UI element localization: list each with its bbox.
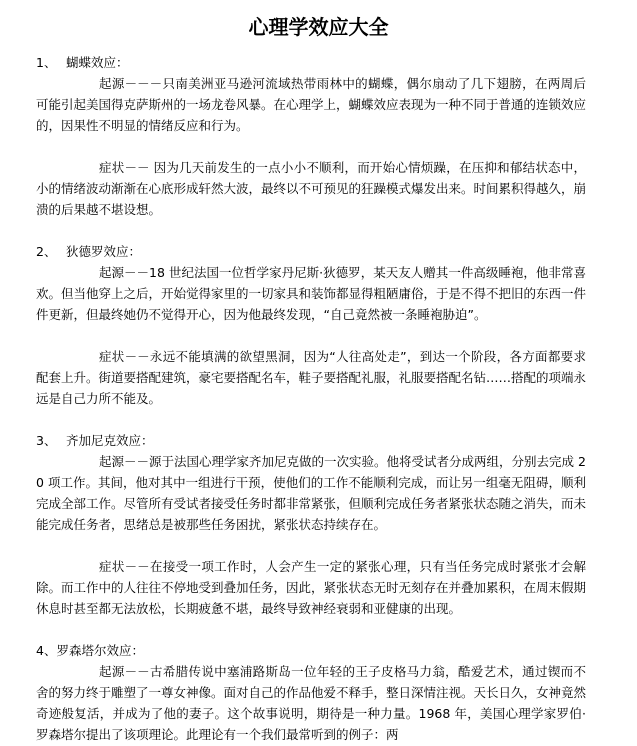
paragraph-gap — [36, 136, 586, 157]
paragraph-gap — [36, 220, 586, 241]
section-heading — [36, 430, 586, 451]
section-title: 齐加尼克效应： — [66, 433, 154, 448]
section-number: 1、 — [36, 55, 57, 70]
origin-paragraph: 起源－－源于法国心理学家齐加尼克做的一次实验。他将受试者分成两组，分别去完成 20 项工作。其间，他对其中一组进行干预，使他们的工作不能顺利完成，而让另一组毫无阻碍，顺利完成全部工作。尽管所有受试者接受任务时都非常紧张，但顺利完成任务者紧张状态随之消失，而未能完成任务者，思绪总是被那些任务困扰，紧张状态持续存在。 — [36, 454, 587, 532]
paragraph-gap — [36, 325, 586, 346]
section-rosenthal-effect — [36, 640, 586, 745]
section-heading — [36, 52, 586, 73]
section-title: 罗森塔尔效应： — [56, 643, 144, 658]
section-heading — [36, 241, 586, 262]
section-zeigarnik-effect — [36, 430, 586, 640]
document-title: 心理学效应大全 — [248, 15, 389, 39]
paragraph-gap — [36, 535, 586, 556]
origin-paragraph: 起源－－古希腊传说中塞浦路斯岛一位年轻的王子皮格马力翁，酷爱艺术，通过锲而不舍的努力终于雕塑了一尊女神像。面对自己的作品他爱不释手，整日深情注视。天长日久，女神竟然奇迹般复活，并成为了他的妻子。这个故事说明，期待是一种力量。1968 年，美国心理学家罗伯·罗森塔尔提出了该项理论。此理论有一个我们最常听到的例子：两 — [36, 664, 587, 742]
section-title: 狄德罗效应： — [66, 244, 142, 259]
paragraph-gap — [36, 619, 586, 640]
section-butterfly-effect — [36, 52, 586, 241]
symptom-paragraph: 症状－－永远不能填满的欲望黑洞，因为“人往高处走”，到达一个阶段，各方面都要求配套上升。街道要搭配建筑，豪宅要搭配名车，鞋子要搭配礼服，礼服要搭配名钻……搭配的项端永远是自己力所不能及。 — [36, 349, 587, 406]
section-title: 蝴蝶效应： — [66, 55, 129, 70]
section-diderot-effect — [36, 241, 586, 430]
section-number: 4、 — [36, 643, 57, 658]
origin-paragraph: 起源－－－只南美洲亚马逊河流域热带雨林中的蝴蝶，偶尔扇动了几下翅膀，在两周后可能引起美国得克萨斯州的一场龙卷风暴。在心理学上，蝴蝶效应表现为一种不同于普通的连锁效应的，因果性不明显的情绪反应和行为。 — [36, 76, 587, 133]
symptom-paragraph: 症状－－ 因为几天前发生的一点小小不顺利，而开始心情烦躁，在压抑和郁结状态中，小的情绪波动渐渐在心底形成轩然大波，最终以不可预见的狂躁模式爆发出来。时间累积得越久，崩溃的后果越不堪设想。 — [36, 160, 587, 217]
paragraph-gap — [36, 409, 586, 430]
section-number: 3、 — [36, 433, 57, 448]
section-heading — [36, 640, 586, 661]
document-body — [36, 52, 586, 745]
symptom-paragraph: 症状－－在接受一项工作时，人会产生一定的紧张心理，只有当任务完成时紧张才会解除。而工作中的人往往不停地受到叠加任务，因此，紧张状态无时无刻存在并叠加累积，在周末假期休息时甚至都无法放松，长期疲惫不堪，最终导致神经衰弱和亚健康的出现。 — [36, 559, 587, 616]
section-number: 2、 — [36, 244, 57, 259]
origin-paragraph: 起源－－18 世纪法国一位哲学家丹尼斯·狄德罗，某天友人赠其一件高级睡袍，他非常喜欢。但当他穿上之后，开始觉得家里的一切家具和装饰都显得粗陋庸俗，于是不得不把旧的东西一件件更新，但最终她仍不觉得开心，因为他最终发现，“自己竟然被一条睡袍胁迫”。 — [36, 265, 587, 322]
